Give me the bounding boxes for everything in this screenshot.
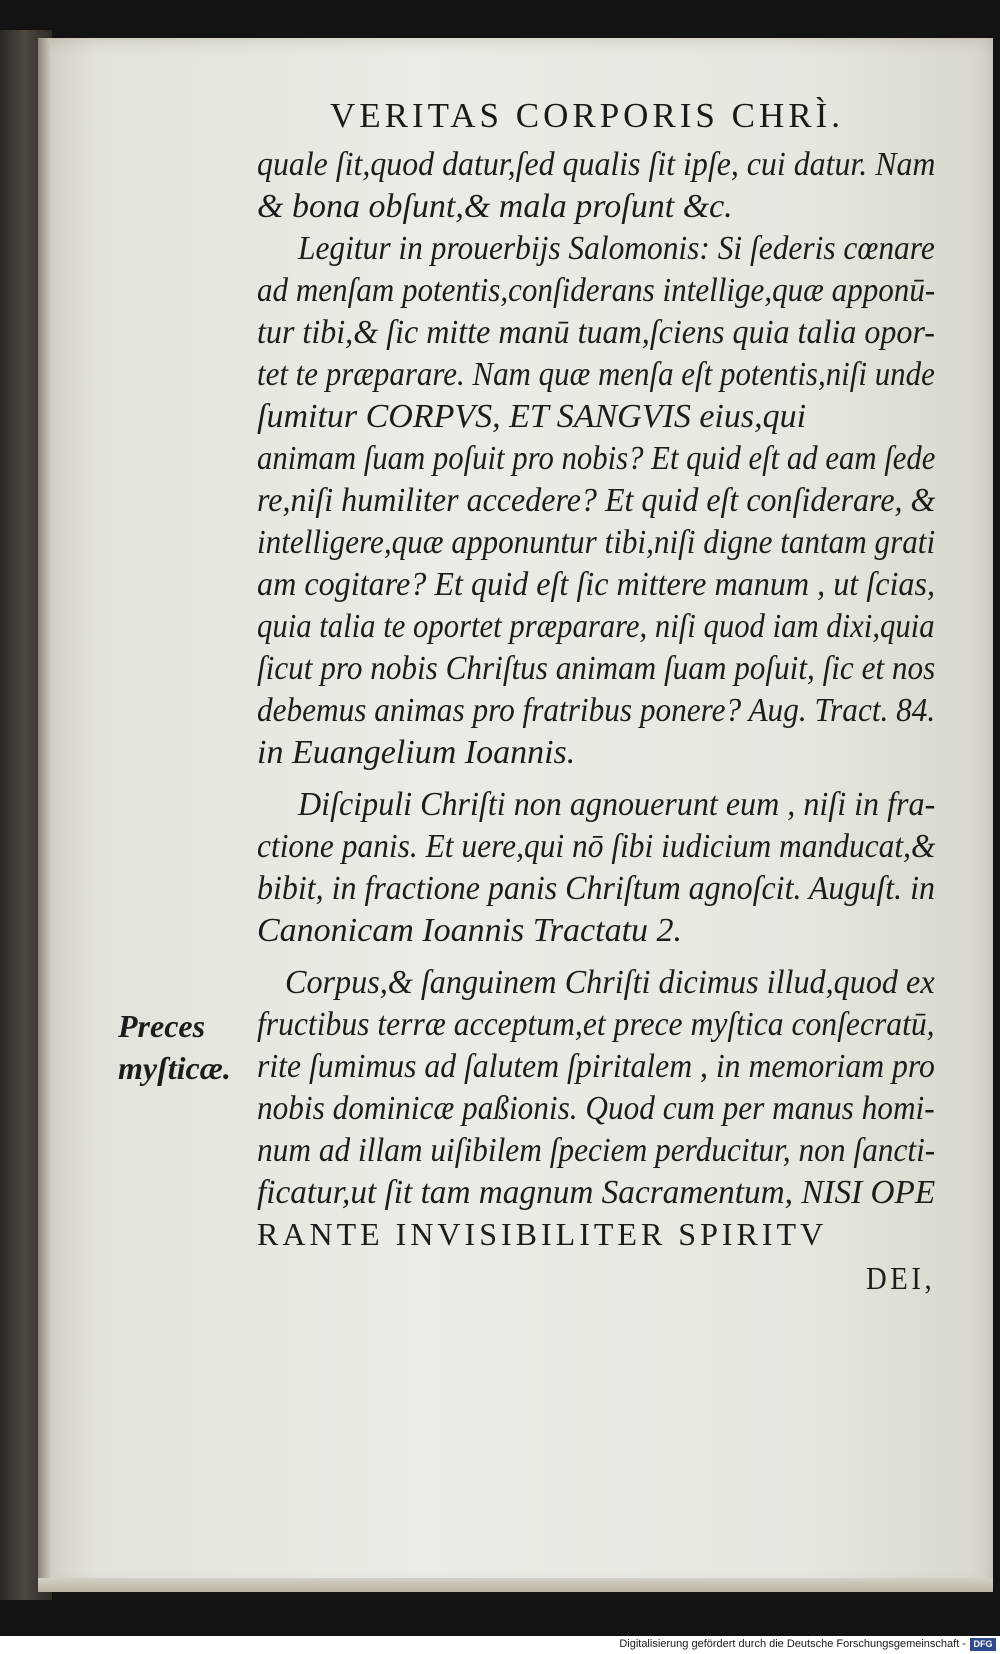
- text-line-25: ficatur,ut ſit tam magnum Sacramentum, NISI OPE: [257, 1174, 936, 1211]
- text-line-20: Corpus,& ſanguinem Chriſti dicimus illud,quod ex: [285, 964, 935, 1001]
- text-line-10: intelligere,quæ apponuntur tibi,niſi digne tantam grati: [257, 524, 936, 561]
- text-line-12: quia talia te oportet præparare, niſi quod iam dixi,quia: [257, 608, 935, 645]
- text-line-21: fructibus terræ acceptum,et prece myſtica conſecratū,: [257, 1006, 935, 1043]
- text-line-7: ſumitur CORPVS, ET SANGVIS eius,qui: [257, 398, 807, 435]
- page-gutter-edge: [38, 38, 50, 1590]
- text-line-11: am cogitare? Et quid eſt ſic mittere manum , ut ſcias,: [257, 566, 936, 603]
- page-bottom-edge: [38, 1578, 993, 1592]
- text-line-27: DEI,: [866, 1260, 936, 1296]
- text-line-24: num ad illam uiſibilem ſpeciem perducitur, non ſancti-: [257, 1132, 936, 1169]
- text-line-14: debemus animas pro fratribus ponere? Aug. Tract. 84.: [257, 692, 936, 729]
- funding-notice: Digitalisierung gefördert durch die Deutsche Forschungsgemeinschaft -: [619, 1638, 966, 1650]
- text-line-15: in Euangelium Ioannis.: [257, 734, 576, 771]
- margin-note-line-2: myſticæ.: [118, 1050, 231, 1086]
- text-line-17: ctione panis. Et uere,qui nō ſibi iudicium manducat,&: [257, 828, 936, 865]
- running-head: VERITAS CORPORIS CHRÌ.: [330, 96, 845, 135]
- text-line-13: ſicut pro nobis Chriſtus animam ſuam poſuit, ſic et nos: [257, 650, 936, 687]
- text-line-2: & bona obſunt,& mala proſunt &c.: [257, 188, 733, 225]
- text-line-4: ad menſam potentis,conſiderans intellige,quæ apponū-: [257, 272, 936, 309]
- text-line-16: Diſcipuli Chriſti non agnouerunt eum , niſi in fra-: [298, 786, 936, 823]
- margin-note-line-1: Preces: [118, 1008, 206, 1044]
- text-line-5: tur tibi,& ſic mitte manū tuam,ſciens quia talia opor-: [257, 314, 935, 351]
- text-line-6: tet te præparare. Nam quæ menſa eſt potentis,niſi unde: [257, 356, 935, 393]
- text-line-9: re,niſi humiliter accedere? Et quid eſt conſiderare, &: [257, 482, 936, 519]
- text-line-3: Legitur in prouerbijs Salomonis: Si ſederis cœnare: [298, 230, 935, 267]
- text-line-23: nobis dominicæ paßionis. Quod cum per manus homi-: [257, 1090, 935, 1127]
- text-line-22: rite ſumimus ad ſalutem ſpiritalem , in memoriam pro: [257, 1048, 935, 1085]
- text-line-18: bibit, in fractione panis Chriſtum agnoſcit. Auguſt. in: [257, 870, 935, 907]
- text-line-26: RANTE INVISIBILITER SPIRITV: [257, 1216, 828, 1252]
- text-line-1: quale ſit,quod datur,ſed qualis ſit ipſe, cui datur. Nam: [257, 146, 936, 183]
- text-line-19: Canonicam Ioannis Tractatu 2.: [257, 912, 683, 949]
- text-line-8: animam ſuam poſuit pro nobis? Et quid eſt ad eam ſede: [257, 440, 936, 477]
- dfg-logo-icon: DFG: [970, 1638, 996, 1651]
